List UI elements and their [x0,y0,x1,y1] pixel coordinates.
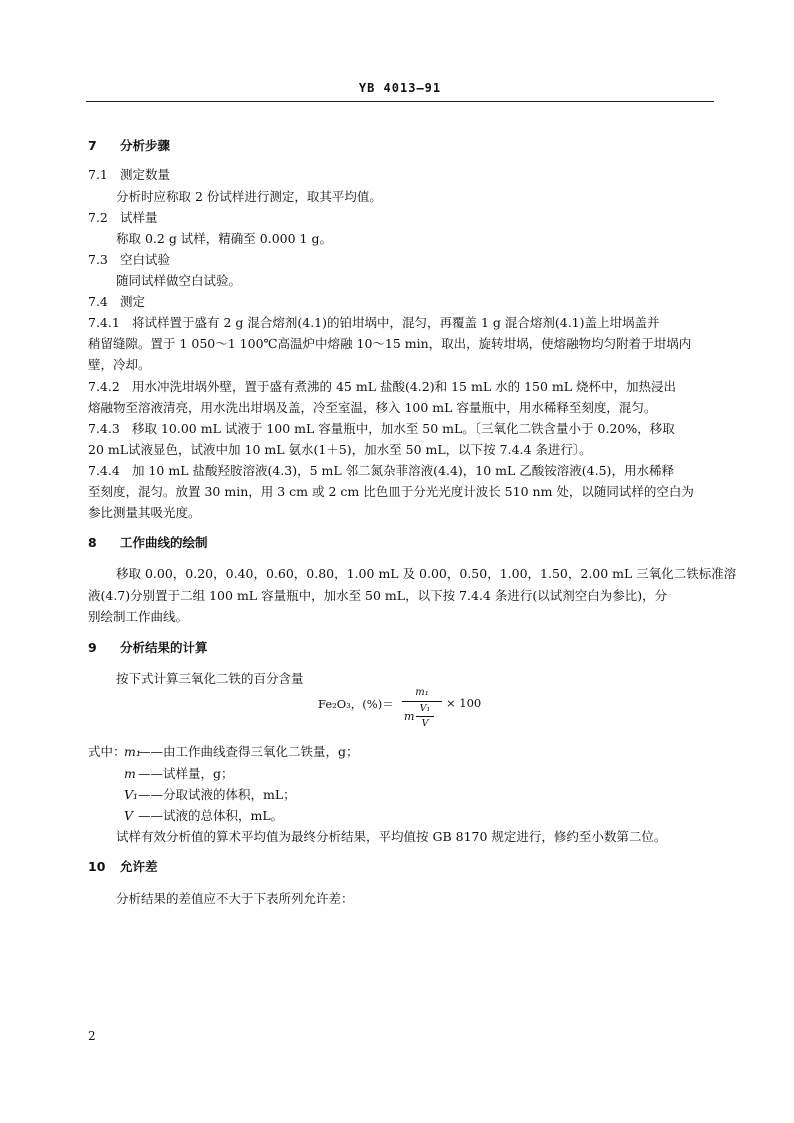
var-row: V ——试液的总体积，mL。 [124,808,284,823]
var-row: m ——试样量，g； [124,766,234,781]
standard-code-header: YB 4013—91 [358,81,442,95]
section-7-4-heading: 7.4 测定 [88,294,146,309]
section-8-heading: 8 工作曲线的绘制 [88,535,208,550]
formula-numerator: m₁ [415,687,429,698]
section-8-line1: 移取 0.00，0.20，0.40，0.60，0.80，1.00 mL 及 0.00，0.50，1.00，1.50，2.00 mL 三氧化二铁标准溶 [116,566,737,581]
formula-denominator-m: m [404,710,415,723]
formula-inner-denominator: V [421,718,429,729]
section-7-1-heading: 7.1 测定数量 [88,167,171,182]
formula-lhs: Fe₂O₃，(%)＝ [318,697,394,711]
formula-inner-numerator: V₁ [419,703,431,714]
section-9-conclusion: 试样有效分析值的算术平均值为最终分析结果，平均值按 GB 8170 规定进行，修约至小数第二位。 [116,829,667,844]
section-7-heading: 7 分析步骤 [88,138,171,153]
para-7-4-3-line2: 20 mL试液显色，试液中加 10 mL 氨水(1＋5)，加水至 50 mL，以下按 7.4.4 条进行〕。 [88,442,592,457]
para-7-4-3-line1: 7.4.3 移取 10.00 mL 试液于 100 mL 容量瓶中，加水至 50 mL。〔三氧化二铁含量小于 0.20%，移取 [88,421,675,436]
formula-tail: × 100 [446,696,482,710]
para-7-4-4-line2: 至刻度，混匀。放置 30 min，用 3 cm 或 2 cm 比色皿于分光光度计波长 510 nm 处，以随同试样的空白为 [88,484,694,499]
para-7-4-1-line1: 7.4.1 将试样置于盛有 2 g 混合熔剂(4.1)的铂坩埚中，混匀，再覆盖 1 g 混合熔剂(4.1)盖上坩埚盖并 [88,315,660,330]
para-7-4-2-line1: 7.4.2 用水冲洗坩埚外壁，置于盛有煮沸的 45 mL 盐酸(4.2)和 15 mL 水的 150 mL 烧杯中，加热浸出 [88,379,677,394]
var-row: V₁——分取试液的体积，mL； [124,787,296,802]
para-7-4-4-line1: 7.4.4 加 10 mL 盐酸羟胺溶液(4.3)，5 mL 邻二氮杂菲溶液(4.4)，10 mL 乙酸铵溶液(4.5)，用水稀释 [88,463,674,478]
section-7-2-heading: 7.2 试样量 [88,210,158,225]
para-7-4-1-line2: 稍留缝隙。置于 1 050～1 100℃高温炉中熔融 10～15 min，取出，旋转坩埚，使熔融物均匀附着于坩埚内 [88,336,692,351]
para-7-4-2-line2: 熔融物至溶液清亮，用水洗出坩埚及盖，冷至室温，移入 100 mL 容量瓶中，用水稀释至刻度，混匀。 [88,400,657,415]
para-7-4-4-line3: 参比测量其吸光度。 [88,505,201,520]
section-8-line2: 液(4.7)分别置于二组 100 mL 容量瓶中，加水至 50 mL，以下按 7.4.4 条进行(以试剂空白为参比)，分 [88,588,668,603]
header-rule [86,101,714,102]
section-9-intro: 按下式计算三氧化二铁的百分含量 [116,671,304,686]
where-label: 式中： [88,744,126,759]
var-row: m₁——由工作曲线查得三氧化二铁量，g； [124,744,359,759]
para-7-4-1-line3: 壁，冷却。 [88,357,151,372]
formula-fraction-bar [402,701,442,702]
section-7-2-text: 称取 0.2 g 试样，精确至 0.000 1 g。 [116,231,332,246]
section-9-heading: 9 分析结果的计算 [88,640,208,655]
section-7-3-heading: 7.3 空白试验 [88,252,171,267]
section-7-1-text: 分析时应称取 2 份试样进行测定，取其平均值。 [116,189,382,204]
section-7-3-text: 随同试样做空白试验。 [116,273,242,288]
section-10-heading: 10 允许差 [88,859,158,874]
formula-inner-bar [416,716,434,717]
section-8-line3: 别绘制工作曲线。 [88,609,189,624]
section-10-text: 分析结果的差值应不大于下表所列允许差： [116,891,354,906]
page-number: 2 [88,1029,96,1043]
